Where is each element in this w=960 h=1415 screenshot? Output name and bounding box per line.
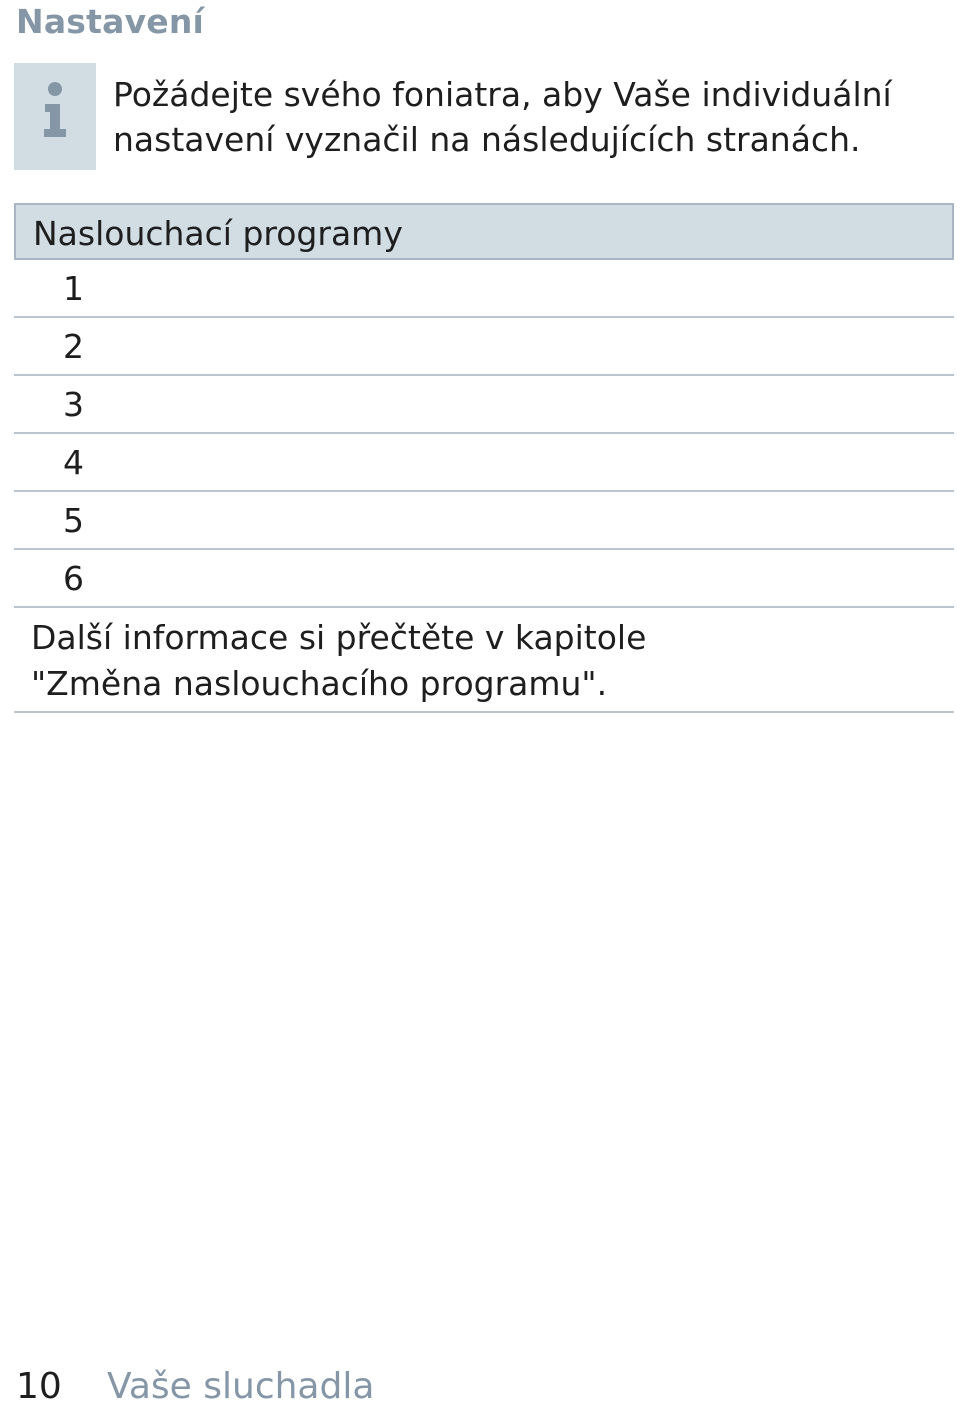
footer-title: Vaše sluchadla [107, 1366, 375, 1407]
info-box [14, 63, 96, 170]
table-row [14, 318, 954, 376]
table-note [14, 608, 954, 713]
program-number: 5 [63, 501, 84, 540]
program-number: 1 [63, 269, 84, 308]
table-header-label: Naslouchací programy [33, 214, 403, 253]
info-line: nastavení vyznačil na následujících stranách. [113, 120, 861, 159]
note-line: "Změna naslouchacího programu". [31, 664, 608, 703]
table-row [14, 376, 954, 434]
program-number: 3 [63, 385, 84, 424]
section-title: Nastavení [16, 2, 205, 41]
info-text [113, 72, 933, 162]
program-number: 2 [63, 327, 84, 366]
table-row [14, 434, 954, 492]
note-line: Další informace si přečtěte v kapitole [31, 618, 647, 657]
page-number: 10 [16, 1366, 62, 1407]
programs-table [14, 203, 954, 713]
info-icon [14, 63, 96, 170]
table-row [14, 492, 954, 550]
info-line: Požádejte svého foniatra, aby Vaše individuální [113, 75, 892, 114]
table-row [14, 550, 954, 608]
table-header [14, 203, 954, 260]
program-number: 4 [63, 443, 84, 482]
program-number: 6 [63, 559, 84, 598]
table-row [14, 260, 954, 318]
